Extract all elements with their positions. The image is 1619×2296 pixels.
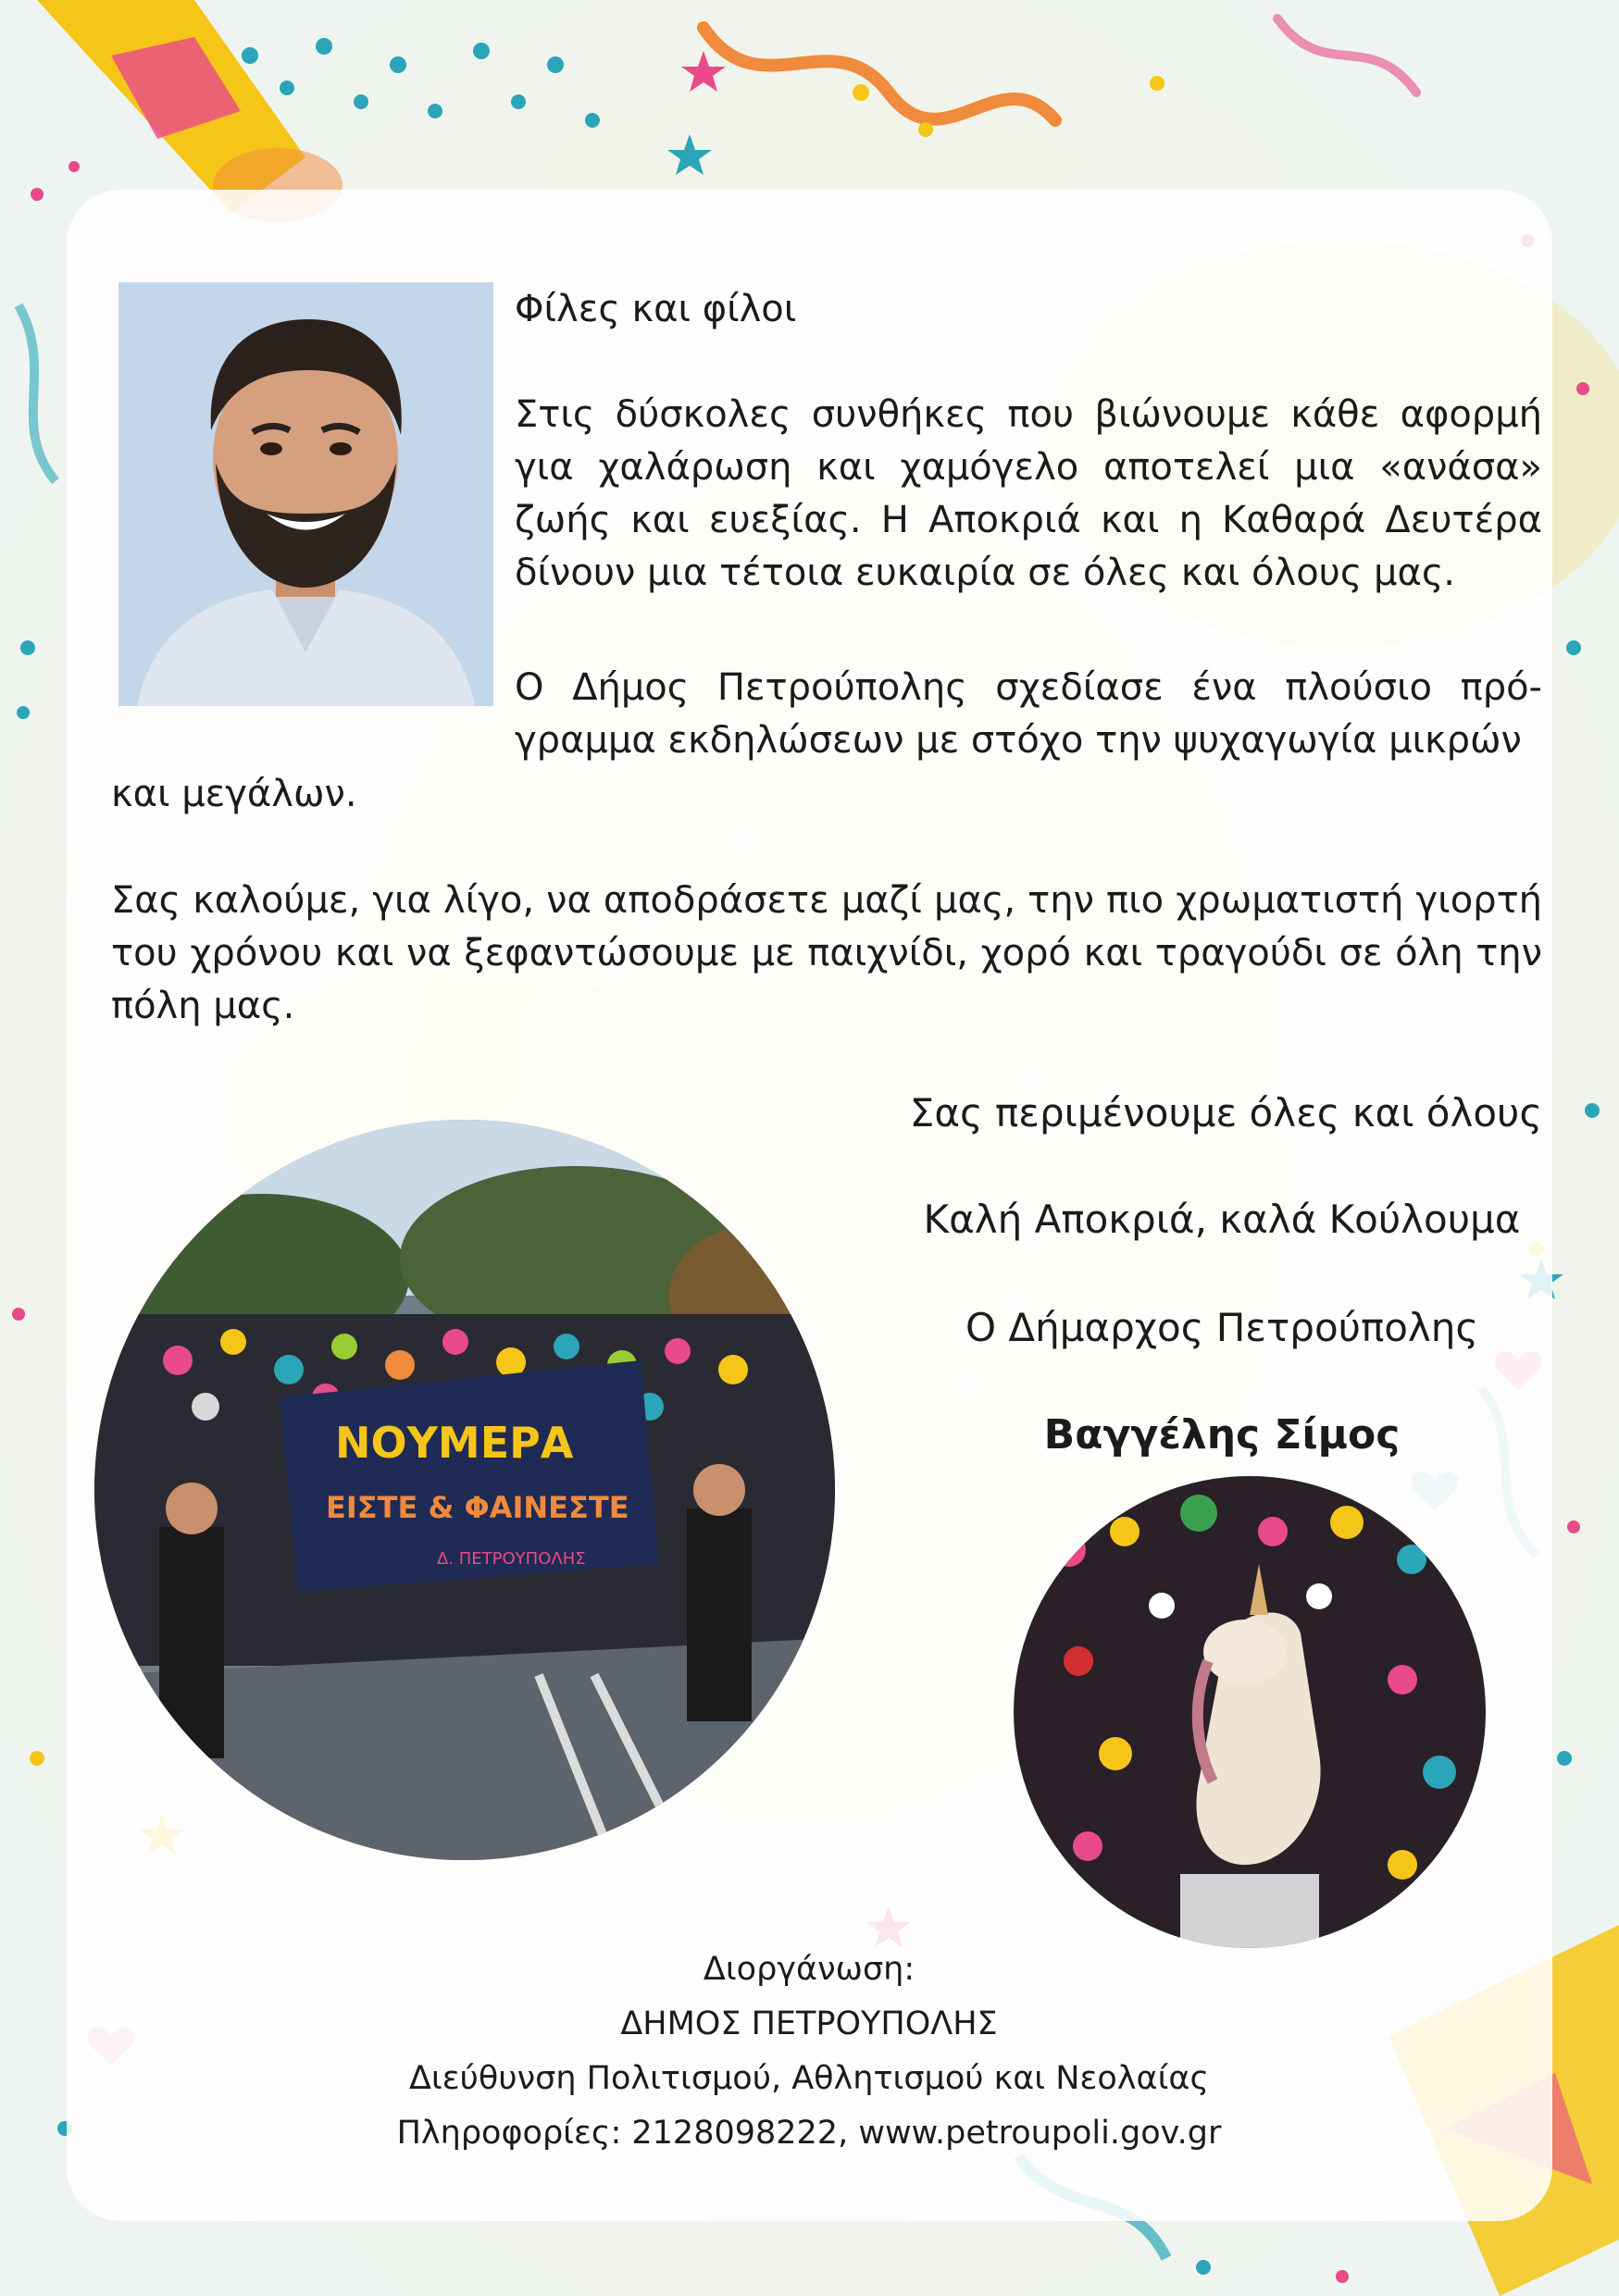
banner-text-2: ΕΙΣΤΕ & ΦΑΙΝΕΣΤΕ <box>326 1490 629 1525</box>
mayor-title: Ο Δήμαρχος Πετρούπολης <box>965 1305 1479 1350</box>
carnival-float-photo <box>1014 1476 1486 1948</box>
paragraph-2-end: και μεγάλων. <box>111 773 357 815</box>
paragraph-2: Ο Δήμος Πετρούπολης σχεδίασε ένα πλούσιο πρό-γραμμα εκδηλώσεων με στόχο την ψυχαγωγία μικρών <box>515 666 1542 762</box>
carnival-parade-photo <box>94 1120 835 1860</box>
paragraph-3: Σας καλούμε, για λίγο, να αποδράσετε μαζί μας, την πιο χρωματιστή γιορτή του χρόνου και να ξεφαντώσουμε με παιχνίδι, χορό και τραγούδι σε όλη την πόλη μας. <box>111 879 1542 1027</box>
closing-invitation: Σας περιμένουμε όλες και όλους <box>909 1090 1542 1136</box>
organizer-department: Διεύθυνση Πολιτισμού, Αθλητισμού και Νεολαίας <box>408 2060 1210 2097</box>
closing-wishes: Καλή Αποκριά, καλά Κούλουμα <box>923 1197 1521 1242</box>
paragraph-1: Στις δύσκολες συνθήκες που βιώνουμε κάθε αφορμή για χαλάρωση και χαμόγελο αποτελεί μια «ανάσα» ζωής και ευεξίας. Η Αποκριά και η Καθαρά Δευτέρα δίνουν μια τέτοια ευκαιρία σε όλες και όλους μας. <box>515 393 1542 594</box>
banner-text-3: Δ. ΠΕΤΡΟΥΠΟΛΗΣ <box>437 1549 586 1569</box>
banner-text-1: ΝΟΥΜΕΡΑ <box>335 1418 574 1468</box>
organizer-label: Διοργάνωση: <box>703 1951 915 1988</box>
organizer-name: ΔΗΜΟΣ ΠΕΤΡΟΥΠΟΛΗΣ <box>620 2005 998 2042</box>
greeting: Φίλες και φίλοι <box>515 288 797 330</box>
contact-info[interactable]: Πληροφορίες: 2128098222, www.petroupoli.gov.gr <box>396 2115 1222 2152</box>
mayor-portrait <box>118 282 493 706</box>
mayor-signature: Βαγγέλης Σίμος <box>1043 1411 1401 1458</box>
